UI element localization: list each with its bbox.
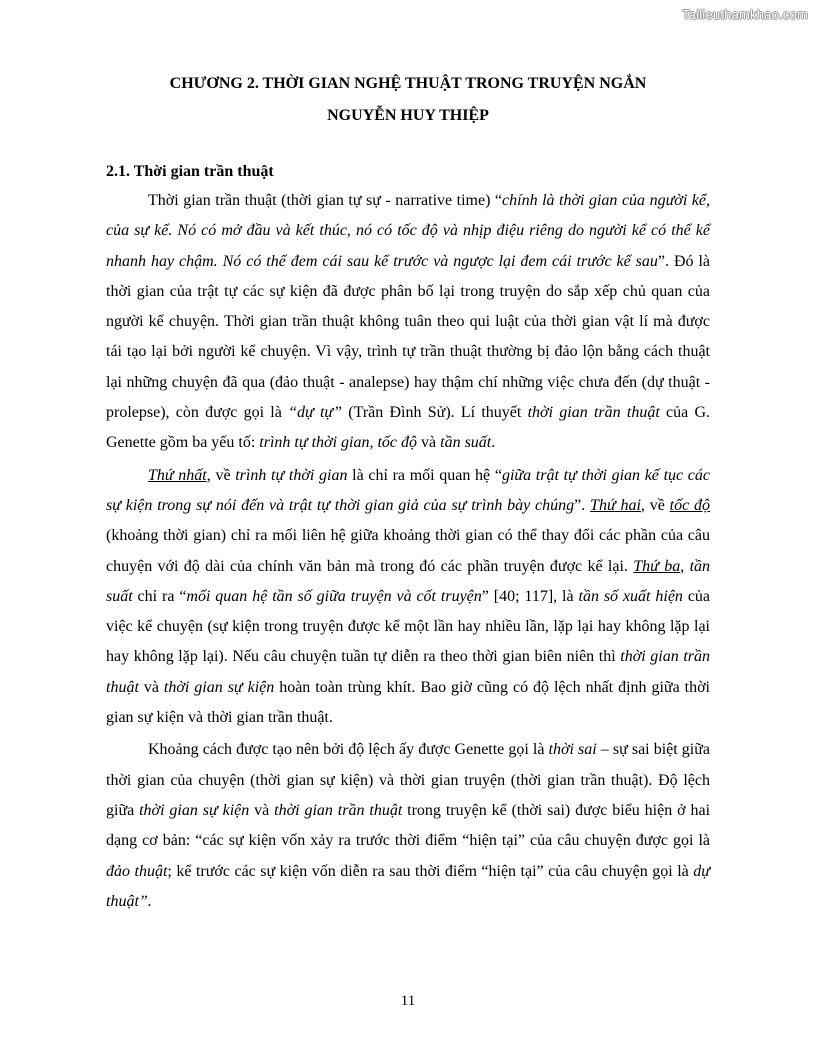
chapter-title-line-1: CHƯƠNG 2. THỜI GIAN NGHỆ THUẬT TRONG TRUYỆN NGẮN bbox=[169, 75, 647, 92]
p2-term: tần suất bbox=[106, 557, 711, 605]
p1-text: . bbox=[491, 434, 496, 452]
p2-term: tần số xuất hiện bbox=[578, 587, 683, 605]
p3-text: Khoảng cách được tạo nên bởi độ lệch ấy được Genette gọi là bbox=[148, 741, 549, 759]
p3-term: đảo thuật bbox=[106, 862, 168, 880]
p2-text: hoàn toàn trùng khít. Bao giờ cũng có độ lệch nhất định giữa thời gian sự kiện và thời gian trần thuật. bbox=[106, 678, 710, 727]
p3-text: ; kể trước các sự kiện vốn diễn ra sau thời điểm “hiện tại” của câu chuyện gọi là bbox=[167, 862, 694, 880]
p2-term-thu-hai: Thứ hai bbox=[590, 496, 641, 514]
p1-quote-definition: chính là thời gian của người kể, của sự kể. Nó có mở đầu và kết thúc, nó có tốc độ và nhịp điệu riêng do người kể có thể kể nhanh hay chậm. Nó có thể đem cái sau kể trước và ngược lại đem cái trước kể sau bbox=[106, 192, 710, 270]
p3-term: thời gian sự kiện bbox=[139, 801, 250, 819]
p3-term: thời sai bbox=[548, 741, 597, 759]
page-number: 11 bbox=[400, 993, 416, 1009]
p2-text: của việc kể chuyện (sự kiện trong truyện được kể một lần hay nhiều lần, lặp lại hay không lặp lại hay không lặp lại). Nếu câu chuyện tuần tự diễn ra theo thời gian biên niên thì bbox=[106, 587, 711, 666]
chapter-title-line-2: NGUYỄN HUY THIỆP bbox=[327, 107, 489, 124]
p2-text: ” [40; 117], là bbox=[481, 587, 579, 605]
p2-term-thu-nhat: Thứ nhất bbox=[148, 466, 207, 484]
p2-term-thu-ba: Thứ ba bbox=[633, 557, 681, 575]
p3-term: thời gian trần thuật bbox=[274, 801, 403, 819]
p2-term: trình tự thời gian bbox=[235, 466, 348, 484]
p1-text: ”. Đó là thời gian của trật tự các sự kiện đã được phân bố lại trong truyện do sắp xếp chủ quan của người kể chuyện. Thời gian trần thuật không tuân theo qui luật của thời gian vật lí mà được tái tạo lại bởi người kể chuyện. Vì vậy, trình tự trần thuật thường bị đảo lộn bằng cách thuật lại những chuyện đã qua (đảo thuật - analepse) hay thậm chí những việc chưa đến (dự thuật - prolepse), còn được gọi là bbox=[106, 252, 711, 422]
p1-text: , bbox=[369, 434, 378, 452]
p1-text: và bbox=[417, 434, 441, 452]
p2-term-toc-do: tốc độ bbox=[669, 496, 710, 514]
watermark-text: Tailieuthamkhao.com bbox=[682, 7, 808, 22]
p1-term: tần suất bbox=[440, 434, 492, 452]
p3-text: – sự sai biệt giữa thời gian của chuyện (thời gian sự kiện) và thời gian truyện (thời gian trần thuật). Độ lệch giữa bbox=[106, 741, 710, 819]
p2-text: , về bbox=[640, 496, 670, 514]
p1-text: Thời gian trần thuật (thời gian tự sự - narrative time) “ bbox=[148, 192, 503, 209]
p1-term: tốc độ bbox=[377, 434, 418, 452]
paragraph-2 bbox=[106, 461, 710, 734]
p2-quote: mối quan hệ tần số giữa truyện và cốt truyện bbox=[186, 587, 482, 605]
p2-text: là chỉ ra mối quan hệ “ bbox=[347, 466, 502, 484]
p1-term: trình tự thời gian bbox=[259, 434, 370, 452]
p2-term: thời gian trần thuật bbox=[106, 648, 711, 696]
p2-quote: giữa trật tự thời gian kế tục các sự kiện trong sự nói đến và trật tự thời gian giả của sự trình bày chúng bbox=[106, 466, 711, 514]
p2-text: , về bbox=[206, 466, 236, 484]
p1-text: của G. Genette gồm ba yếu tố: bbox=[106, 404, 711, 452]
p2-text: chỉ ra “ bbox=[132, 587, 187, 605]
section-heading: 2.1. Thời gian trần thuật bbox=[106, 163, 274, 180]
paragraph-3 bbox=[106, 735, 710, 917]
p3-text: trong truyện kể (thời sai) được biểu hiện ở hai dạng cơ bản: “các sự kiện vốn xảy ra trước thời điểm “hiện tại” của câu chuyện được gọi là bbox=[106, 801, 711, 850]
p1-term-du-tu: “dự tự” bbox=[288, 404, 343, 422]
p1-text: (Trần Đình Sử). Lí thuyết bbox=[342, 404, 528, 422]
p2-term: thời gian sự kiện bbox=[163, 678, 275, 696]
p2-text: và bbox=[138, 678, 164, 696]
p2-text: ”. bbox=[574, 496, 591, 514]
body-text bbox=[106, 186, 710, 917]
p2-text: (khoảng thời gian) chỉ ra mối liên hệ giữa khoảng thời gian có thể thay đổi các phần của câu chuyện với độ dài của chính văn bản mà trong đó các phần truyện được kể lại. bbox=[106, 527, 710, 575]
p1-term: thời gian trần thuật bbox=[527, 404, 660, 422]
p3-term: dự thuật”. bbox=[106, 862, 711, 910]
paragraph-1 bbox=[106, 186, 710, 459]
chapter-title bbox=[0, 68, 816, 132]
p2-text: , bbox=[680, 557, 690, 575]
p3-text: và bbox=[249, 801, 275, 819]
